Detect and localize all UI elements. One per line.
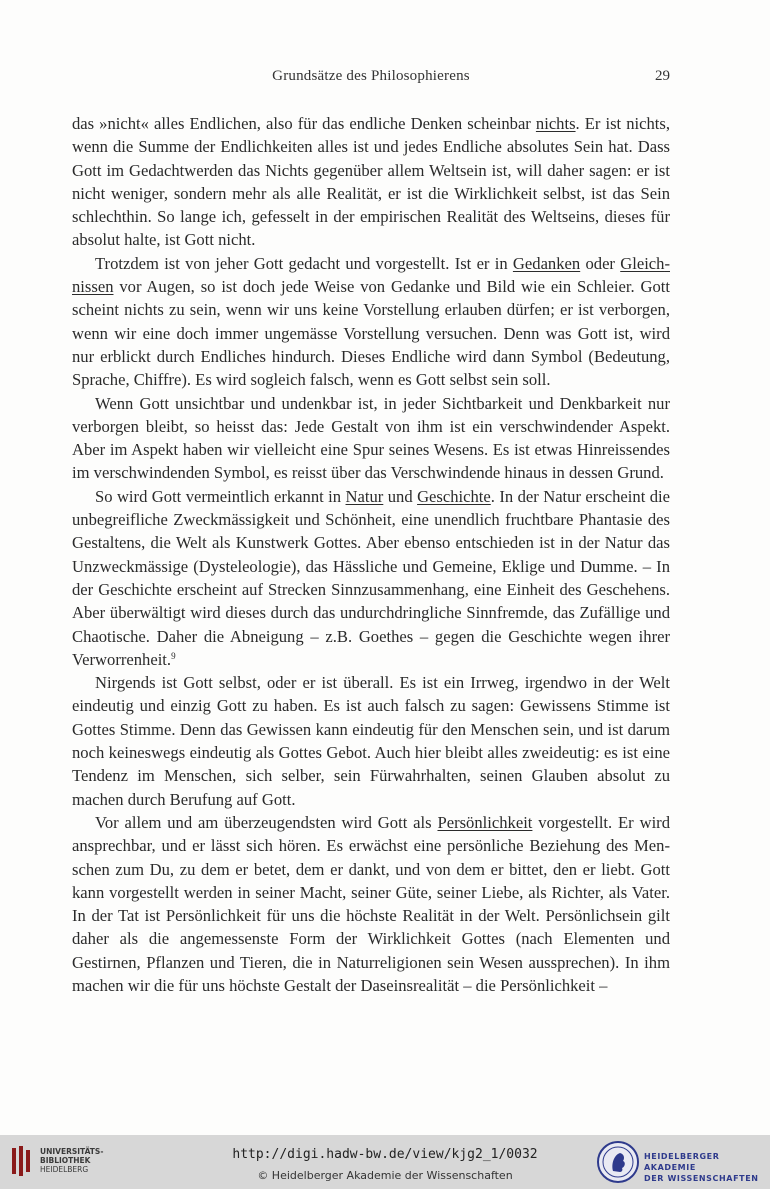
text-run: . Er ist nichts, wenn die Summe der Endlichkeiten alles ist und jedes Endliche absolutes Sein hat. Dass Gott im Gedachtwerden das Nichts gegenüber allem Weltsein ist, will daher sagen: er ist nicht weniger, sondern mehr als alle Realität, er ist die Wirklichkeit selbst, ist das Sein schlechthin. So lange ich, gefesselt in der empirischen Realität des Weltseins, dieses für absolut halte, ist Gott nicht.	[72, 114, 670, 250]
permalink-url[interactable]: http://digi.hadw-bw.de/view/kjg2_1/0032	[232, 1147, 538, 1162]
academy-name: HEIDELBERGER AKADEMIE DER WISSENSCHAFTEN	[644, 1152, 759, 1183]
text-run: Trotzdem ist von jeher Gott gedacht und vorgestellt. Ist er in	[95, 253, 513, 273]
university-library-name: UNIVERSITÄTS- BIBLIOTHEK HEIDELBERG	[40, 1147, 104, 1174]
paragraph	[72, 112, 670, 252]
text-run: Wenn Gott unsichtbar und undenkbar ist, in jeder Sichtbarkeit und Denkbarkeit nur verborgen bleibt, so heisst das: Jede Gestalt von ihm ist ein verschwindender Aspekt. Aber im Aspekt haben wir vielleicht eine Spur seines Wesens. Es ist etwas Hinreissendes im verschwindenden Symbol, es reisst über das Verschwindende hinaus in dessen Grund.	[72, 393, 670, 483]
viewer-footer	[0, 1135, 770, 1189]
paragraph	[72, 252, 670, 392]
paragraph	[72, 811, 670, 997]
body-text	[72, 112, 670, 997]
page-header	[72, 68, 670, 92]
text-run: das »nicht« alles Endlichen, also für das endliche Denken scheinbar	[72, 114, 536, 133]
footnote-marker: 9	[171, 650, 176, 661]
emphasized-term: Natur	[345, 486, 384, 506]
running-title: Grundsätze des Philosophierens	[272, 68, 470, 84]
text-run: Vor allem und am überzeugendsten wird Gott als	[95, 812, 438, 832]
emphasized-term: nichts	[535, 114, 576, 133]
academy-seal-icon	[596, 1140, 640, 1184]
paragraph	[72, 392, 670, 485]
copyright-notice: © Heidelberger Akademie der Wissenschaften	[257, 1169, 513, 1182]
text-run: oder	[580, 253, 621, 273]
emphasized-term: Persönlichkeit	[437, 812, 533, 832]
paragraph	[72, 671, 670, 811]
emphasized-term: Geschichte	[417, 486, 491, 506]
paragraph	[72, 485, 670, 671]
text-run: vor Augen, so ist doch jede Weise von Gedanke und Bild wie ein Schleier. Gott scheint nichts zu sein, wenn wir uns keine Vorstellung erlauben dürfen; er ist verborgen, wenn wir eine doch immer ungemässe Vorstellung versuchen. Denn was Gott ist, wird nur erblickt durch Endliches hindurch. Dieses Endliche wird dann Symbol (Bedeutung, Sprache, Chiffre). Es wird sogleich falsch, wenn es Gott selbst sein soll.	[72, 277, 670, 390]
text-run: und	[383, 486, 418, 506]
emphasized-term: Gedanken	[512, 253, 581, 273]
page-number: 29	[655, 68, 670, 84]
emphasized-term: Gleichnissen	[72, 253, 670, 297]
text-run: So wird Gott vermeintlich erkannt in	[95, 486, 346, 506]
text-run: . In der Natur erscheint die unbegreifliche Zweckmässigkeit und Schönheit, eine unendlich fruchtbare Phantasie des Gestaltens, die Welt als Kunstwerk Gottes. Aber ebenso entschieden ist in der Natur das Unzweckmässige (Dysteleologie), das Hässliche und Gemeine, Eklige und Dumme. – In der Geschichte erscheint auf Strecken Sinnzusammenhang, eine Einheit des Geschehens. Aber überwältigt wird dieses durch das undurchdringliche Sinnfremde, das Zufällige und Chaotische. Daher die Abneigung – z.B. Goethes – gegen die Geschichte wegen ihrer Verworrenheit.	[72, 486, 671, 669]
text-run: vorgestellt. Er wird ansprechbar, und er lässt sich hören. Es erwächst eine persönliche Beziehung des Menschen zum Du, zu dem er betet, dem er dankt, und von dem er bittet, den er liebt. Gott kann vorgestellt werden in seiner Macht, seiner Güte, seiner Liebe, als Richter, als Vater. In der Tat ist Persönlichkeit für uns die höchste Realität in der Welt. Persönlichsein gilt daher als die angemessenste Form der Wirklichkeit Gottes (nach Elementen und Gestirnen, Pflanzen und Tieren, die in Naturreligionen sein Wesen aussprechen). In ihm machen wir die für uns höchste Gestalt der Daseinsrealität – die Persönlichkeit –	[72, 812, 670, 995]
text-run: Nirgends ist Gott selbst, oder er ist überall. Es ist ein Irrweg, irgendwo in der Welt eindeutig und einzig Gott zu haben. Es ist auch falsch zu sagen: Gewissens Stimme ist Gottes Stimme. Denn das Gewissen kann eindeutig für den Menschen sein, und ist darum noch keineswegs eindeutig als Gottes Gebot. Auch hier bleibt alles zweideutig: es ist eine Tendenz im Menschen, sich selber, sein Fürwahrhalten, seinen Glauben absolut zu machen durch Berufung auf Gott.	[72, 673, 670, 809]
